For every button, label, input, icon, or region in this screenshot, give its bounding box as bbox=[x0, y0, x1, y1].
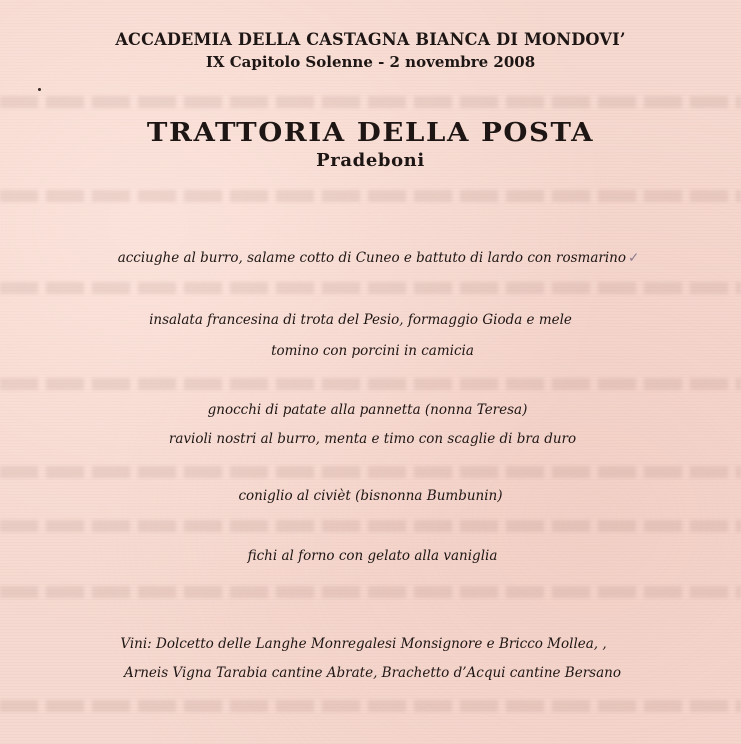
bleed-through-line bbox=[0, 282, 741, 294]
menu-antipasto-1 bbox=[16, 250, 741, 266]
wines-line-2: Arneis Vigna Tarabia cantine Abrate, Brachetto d’Acqui cantine Bersano bbox=[124, 665, 621, 681]
menu-primo-1: gnocchi di patate alla pannetta (nonna Teresa) bbox=[207, 402, 528, 418]
wines-line-1: Vini: Dolcetto delle Langhe Monregalesi Monsignore e Bricco Mollea, , bbox=[120, 636, 607, 652]
pencil-tick-icon: ✓ bbox=[627, 250, 640, 266]
menu-antipasto-1-text: acciughe al burro, salame cotto di Cuneo e battuto di lardo con rosmarino bbox=[117, 250, 626, 266]
bleed-through-line bbox=[0, 520, 741, 532]
bleed-through-line bbox=[0, 466, 741, 478]
chapter-subtitle: IX Capitolo Solenne - 2 novembre 2008 bbox=[205, 53, 536, 71]
bleed-through-line bbox=[0, 190, 741, 202]
menu-primo-2: ravioli nostri al burro, menta e timo con scaglie di bra duro bbox=[168, 431, 577, 447]
bleed-through-line bbox=[0, 96, 741, 108]
menu-antipasto-3: tomino con porcini in camicia bbox=[271, 343, 474, 359]
bleed-through-line bbox=[0, 586, 741, 598]
menu-dolce: fichi al forno con gelato alla vaniglia bbox=[247, 548, 498, 564]
academy-title: ACCADEMIA DELLA CASTAGNA BIANCA DI MONDOVI’ bbox=[115, 30, 626, 50]
restaurant-name: TRATTORIA DELLA POSTA bbox=[146, 118, 595, 148]
bleed-through-line bbox=[0, 700, 741, 712]
chef-name: Pradeboni bbox=[316, 150, 425, 171]
menu-antipasto-2: insalata francesina di trota del Pesio, formaggio Gioda e mele bbox=[149, 312, 572, 328]
ink-dot bbox=[38, 88, 41, 91]
menu-secondo: coniglio al civièt (bisnonna Bumbunin) bbox=[238, 488, 503, 504]
bleed-through-line bbox=[0, 378, 741, 390]
